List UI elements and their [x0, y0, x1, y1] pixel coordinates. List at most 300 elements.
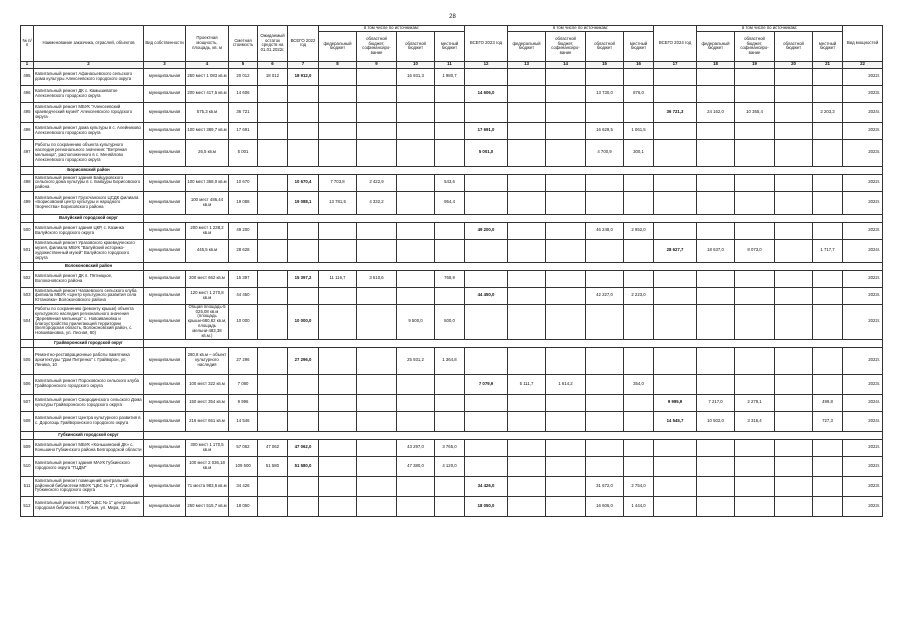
table-cell: 300,1 [624, 139, 654, 166]
table-cell: 499 [21, 191, 34, 214]
table-cell [624, 102, 654, 122]
table-cell: Капитальный ремонт МБУК «Коньшинский ДК» с. Коньшино Губкинского района Белгородской области [34, 439, 144, 456]
table-cell [319, 304, 357, 339]
table-cell: 24 162,0 [697, 102, 735, 122]
table-cell [654, 68, 697, 85]
table-cell [435, 85, 465, 102]
table-cell: 44 450,0 [465, 287, 508, 304]
table-cell [397, 270, 435, 287]
table-cell [465, 439, 508, 456]
table-cell: 3 510,6 [357, 270, 397, 287]
table-cell [546, 456, 586, 476]
table-cell: 100 мест 486,44 кв.м [186, 191, 229, 214]
table-cell: 47 380,0 [397, 456, 435, 476]
table-cell [319, 68, 357, 85]
table-cell [435, 287, 465, 304]
capital-repair-table [20, 25, 883, 517]
table-cell: 8 073,0 [735, 239, 775, 262]
col-local: местный бюджет [435, 31, 465, 61]
column-number: 17 [654, 61, 697, 68]
table-cell: муниципальная [144, 496, 186, 516]
table-cell: 100 мест 2 036,18 кв.м [186, 456, 229, 476]
table-cell: муниципальная [144, 174, 186, 191]
table-cell: Капитальный ремонт Чапаевского сельского клуба филиала МБУК «Центр культурного развития села Ютановка» Волоконовского района [34, 287, 144, 304]
table-cell [654, 270, 697, 287]
table-cell [697, 439, 735, 456]
table-row [21, 374, 883, 394]
table-cell [546, 411, 586, 431]
table-cell: 575,3 кв.м [186, 102, 229, 122]
table-cell: 31 672,0 [586, 476, 624, 496]
table-cell [654, 439, 697, 456]
column-number: 20 [775, 61, 813, 68]
table-cell [624, 439, 654, 456]
table-cell: муниципальная [144, 139, 186, 166]
table-cell [258, 239, 288, 262]
table-cell: 1 980,7 [435, 68, 465, 85]
table-cell: 2023г. [843, 222, 883, 239]
col-regional-cofin: областной бюджет, софинансиро-вание [357, 31, 397, 61]
table-cell [775, 139, 813, 166]
table-cell: 100 мест 322 кв.м [186, 374, 229, 394]
table-cell [624, 68, 654, 85]
table-cell [258, 287, 288, 304]
table-cell: 71 места 983,6 кв.м [186, 476, 229, 496]
table-cell: 495 [21, 102, 34, 122]
table-cell: 43 297,0 [397, 439, 435, 456]
table-cell [258, 174, 288, 191]
section-header-row [21, 262, 883, 270]
section-fill [144, 214, 883, 222]
table-cell [775, 85, 813, 102]
table-cell: Капитальный ремонт ДК с. Камышеватое Алексеевского городского округа [34, 85, 144, 102]
table-cell: 15 397,2 [288, 270, 319, 287]
col-federal: федеральный бюджет [508, 31, 546, 61]
table-cell: 27 296 [229, 347, 258, 374]
table-cell [697, 139, 735, 166]
table-cell [319, 85, 357, 102]
incl-2024: в том числе по источникам: [697, 26, 843, 32]
table-cell: 501 [21, 239, 34, 262]
table-cell [508, 102, 546, 122]
table-cell: 47 062 [258, 439, 288, 456]
table-cell [288, 139, 319, 166]
table-cell: 36 721 [229, 102, 258, 122]
table-cell [508, 85, 546, 102]
column-number-row [21, 61, 883, 68]
table-cell [775, 270, 813, 287]
table-cell [775, 347, 813, 374]
table-cell: 9 995,9 [654, 394, 697, 411]
table-cell: муниципальная [144, 122, 186, 139]
table-cell [435, 374, 465, 394]
table-cell: 543,6 [435, 174, 465, 191]
table-row [21, 139, 883, 166]
table-cell [357, 139, 397, 166]
table-cell [654, 191, 697, 214]
table-cell [288, 496, 319, 516]
table-cell [508, 191, 546, 214]
table-cell: 44 450 [229, 287, 258, 304]
incl-2023: в том числе по источникам: [508, 26, 654, 32]
table-cell: 27 296,0 [288, 347, 319, 374]
table-cell: Капитальный ремонт ДК п. Пятницкое, Волоконовского района [34, 270, 144, 287]
table-cell: 496 [21, 85, 34, 102]
col-ownership: Вид собственности [144, 26, 186, 62]
table-cell [546, 439, 586, 456]
table-row [21, 347, 883, 374]
table-cell: муниципальная [144, 476, 186, 496]
table-cell: 18 012 [258, 68, 288, 85]
table-cell: 2022г. [843, 68, 883, 85]
table-cell: 5 001 [229, 139, 258, 166]
table-cell [697, 304, 735, 339]
table-cell [397, 191, 435, 214]
table-cell: 250 мест 1 083 кв.м [186, 68, 229, 85]
section-header-row [21, 166, 883, 174]
table-cell: 512 [21, 496, 34, 516]
table-cell [508, 239, 546, 262]
table-cell: 19 088 [229, 191, 258, 214]
col-total-2024: ВСЕГО 2024 год [654, 26, 697, 62]
table-cell [319, 222, 357, 239]
table-cell: 508 [21, 411, 34, 431]
col-regional: областной бюджет [775, 31, 813, 61]
column-number: 14 [546, 61, 586, 68]
col-local: местный бюджет [813, 31, 843, 61]
table-cell [319, 102, 357, 122]
table-cell: 1 444,0 [624, 496, 654, 516]
table-cell [813, 496, 843, 516]
table-cell [735, 287, 775, 304]
table-cell: 2023г. [843, 496, 883, 516]
table-cell [258, 222, 288, 239]
table-cell: 34 426 [229, 476, 258, 496]
table-cell [435, 239, 465, 262]
table-cell [624, 304, 654, 339]
table-cell [624, 347, 654, 374]
table-cell: 727,3 [813, 411, 843, 431]
table-cell [735, 85, 775, 102]
table-cell [586, 270, 624, 287]
table-cell [258, 191, 288, 214]
column-number: 10 [397, 61, 435, 68]
table-cell [357, 239, 397, 262]
table-cell: 2022г. [843, 439, 883, 456]
table-cell: 10 000 [229, 304, 258, 339]
table-cell: 509 [21, 439, 34, 456]
table-row [21, 394, 883, 411]
table-cell [258, 270, 288, 287]
table-cell [357, 122, 397, 139]
table-cell [654, 496, 697, 516]
table-cell: 5 001,0 [465, 139, 508, 166]
table-cell: 13 781,5 [319, 191, 357, 214]
table-cell: 300 мест 1 170,5 кв.м [186, 439, 229, 456]
table-cell [546, 287, 586, 304]
table-cell: 2024г. [843, 102, 883, 122]
table-cell [586, 439, 624, 456]
table-cell [546, 347, 586, 374]
table-cell [586, 68, 624, 85]
table-cell [697, 122, 735, 139]
table-cell [624, 411, 654, 431]
column-number: 9 [357, 61, 397, 68]
section-fill [144, 166, 883, 174]
table-cell [357, 85, 397, 102]
table-cell: муниципальная [144, 456, 186, 476]
table-cell [697, 85, 735, 102]
table-cell [735, 496, 775, 516]
column-number: 11 [435, 61, 465, 68]
table-cell [357, 456, 397, 476]
table-cell: 34 426,0 [465, 476, 508, 496]
table-cell [586, 347, 624, 374]
table-cell [435, 411, 465, 431]
table-cell [586, 456, 624, 476]
table-cell [775, 122, 813, 139]
table-cell: 7 217,0 [697, 394, 735, 411]
table-cell [735, 270, 775, 287]
table-cell [397, 374, 435, 394]
column-number: 22 [843, 61, 883, 68]
table-cell [775, 287, 813, 304]
table-cell [357, 68, 397, 85]
table-cell [258, 139, 288, 166]
table-cell [775, 191, 813, 214]
table-cell [775, 394, 813, 411]
table-cell [813, 85, 843, 102]
table-cell [357, 374, 397, 394]
col-local: местный бюджет [624, 31, 654, 61]
table-cell: 2023г. [843, 476, 883, 496]
table-row [21, 411, 883, 431]
table-cell [586, 394, 624, 411]
table-cell [775, 174, 813, 191]
table-cell [357, 394, 397, 411]
table-cell [813, 374, 843, 394]
col-regional: областной бюджет [397, 31, 435, 61]
table-cell [508, 394, 546, 411]
table-cell [735, 476, 775, 496]
table-cell: муниципальная [144, 347, 186, 374]
table-cell [775, 68, 813, 85]
table-cell: муниципальная [144, 102, 186, 122]
table-cell: 2022г. [843, 270, 883, 287]
col-capacity: Проектная мощность, площадь, кв. м [186, 26, 229, 62]
table-cell [465, 174, 508, 191]
section-fill [144, 262, 883, 270]
table-cell: Общая площадь-5 025,08 кв.м (площадь крыши-680,82 кв.м, площадь мельни-483,38 кв.м.) [186, 304, 229, 339]
table-cell: Капитальный ремонт Пороховского сельского клуба Грайворонского городского округа [34, 374, 144, 394]
table-cell [546, 139, 586, 166]
table-cell: 498 [21, 174, 34, 191]
table-cell [397, 394, 435, 411]
table-cell [397, 496, 435, 516]
table-cell: 2023г. [843, 139, 883, 166]
table-cell: муниципальная [144, 270, 186, 287]
table-cell: 19 088,1 [288, 191, 319, 214]
table-cell [654, 304, 697, 339]
table-cell [508, 347, 546, 374]
table-cell: Работы по сохранению объекта культурного наследия регионального значения: "Ветряная мельница", расположенного в с. Меняйлово Алексеевского городского округа [34, 139, 144, 166]
col-name: Наименование заказчика, отраслей, объектов [34, 26, 144, 62]
table-cell: 49 200,0 [465, 222, 508, 239]
table-cell: 769,9 [435, 270, 465, 287]
table-cell: Капитальный ремонт Грузсчанского ЦСДК филиала «Борисовский центр культуры и народного творчества» Борисовского района [34, 191, 144, 214]
table-cell [586, 239, 624, 262]
table-cell [288, 122, 319, 139]
table-cell [288, 239, 319, 262]
table-cell [435, 496, 465, 516]
column-number: 8 [319, 61, 357, 68]
incl-2022: в том числе по источникам: [319, 26, 465, 32]
table-cell [735, 347, 775, 374]
table-cell: 2024г. [843, 411, 883, 431]
table-cell: 2023г. [843, 287, 883, 304]
table-cell [357, 287, 397, 304]
col-regional: областной бюджет [586, 31, 624, 61]
table-cell [357, 102, 397, 122]
table-cell: муниципальная [144, 374, 186, 394]
table-cell: 4 332,2 [357, 191, 397, 214]
table-cell [258, 122, 288, 139]
table-cell [813, 287, 843, 304]
column-number: 15 [586, 61, 624, 68]
table-cell: 2 422,9 [357, 174, 397, 191]
section-spacer [21, 431, 34, 439]
table-cell: 10 000,0 [288, 304, 319, 339]
table-cell: 57 062 [229, 439, 258, 456]
table-cell [586, 191, 624, 214]
table-cell [357, 476, 397, 496]
table-cell [546, 476, 586, 496]
column-number: 7 [288, 61, 319, 68]
table-cell: 4 120,0 [435, 456, 465, 476]
table-cell [735, 68, 775, 85]
table-cell: Капитальный ремонт здания Байцуровского сельского дома культуры в с. Байцуры Борисовского района [34, 174, 144, 191]
column-number: 13 [508, 61, 546, 68]
table-cell: 14 606 [229, 85, 258, 102]
table-cell: 13 730,0 [586, 85, 624, 102]
table-cell [775, 304, 813, 339]
table-cell: 2 279,1 [735, 394, 775, 411]
table-cell [435, 102, 465, 122]
section-spacer [21, 262, 34, 270]
table-cell: 16 931,3 [397, 68, 435, 85]
table-cell: 16 629,5 [586, 122, 624, 139]
table-cell: 2 754,0 [624, 476, 654, 496]
column-number: 4 [186, 61, 229, 68]
table-cell [813, 68, 843, 85]
table-cell: 2022г. [843, 456, 883, 476]
table-cell [319, 496, 357, 516]
table-cell: 250 мест 515,7 кв.м [186, 496, 229, 516]
table-row [21, 174, 883, 191]
table-cell: 354,0 [624, 374, 654, 394]
table-cell: 504 [21, 304, 34, 339]
table-cell: 3 765,0 [435, 439, 465, 456]
table-cell: 47 062,0 [288, 439, 319, 456]
table-cell [735, 191, 775, 214]
table-cell: 14 545,7 [654, 411, 697, 431]
table-cell [586, 411, 624, 431]
table-cell: 496 [21, 122, 34, 139]
table-cell [508, 122, 546, 139]
table-cell [654, 139, 697, 166]
table-cell [319, 456, 357, 476]
table-cell [397, 102, 435, 122]
table-cell [624, 394, 654, 411]
table-cell [697, 270, 735, 287]
table-cell: 507 [21, 394, 34, 411]
table-cell: 10 502,0 [697, 411, 735, 431]
table-cell [813, 191, 843, 214]
table-cell: 9 996 [229, 394, 258, 411]
table-cell [258, 411, 288, 431]
table-cell: 876,0 [624, 85, 654, 102]
table-cell: 100 мест 368,0 кв.м [186, 174, 229, 191]
table-cell [624, 239, 654, 262]
table-cell [319, 347, 357, 374]
table-cell [258, 85, 288, 102]
table-cell: 7 703,8 [319, 174, 357, 191]
table-cell: муниципальная [144, 85, 186, 102]
table-cell [397, 139, 435, 166]
table-cell: Капитальный ремонт МБУК "Алексеевский краеведческий музей" Алексеевского городского округа [34, 102, 144, 122]
table-cell [735, 122, 775, 139]
table-cell: 505 [21, 347, 34, 374]
table-cell [319, 411, 357, 431]
table-cell: 954,4 [435, 191, 465, 214]
table-cell [508, 411, 546, 431]
column-number: 1 [21, 61, 34, 68]
table-cell: 26,5 кв.м [186, 139, 229, 166]
table-cell: 28 628 [229, 239, 258, 262]
table-cell [508, 476, 546, 496]
table-cell [319, 374, 357, 394]
table-cell: муниципальная [144, 239, 186, 262]
table-cell: 2024г. [843, 239, 883, 262]
table-cell: 20 012 [229, 68, 258, 85]
table-cell [546, 68, 586, 85]
table-cell: 2023г. [843, 374, 883, 394]
table-body [21, 68, 883, 516]
table-cell [654, 122, 697, 139]
col-federal: федеральный бюджет [697, 31, 735, 61]
section-title: Борисовский район [34, 166, 144, 174]
table-cell [813, 456, 843, 476]
table-cell [813, 222, 843, 239]
table-cell [735, 222, 775, 239]
table-cell [775, 439, 813, 456]
table-cell: 1 061,5 [624, 122, 654, 139]
column-number: 16 [624, 61, 654, 68]
table-cell [319, 439, 357, 456]
table-cell [465, 304, 508, 339]
table-cell: 9 500,0 [397, 304, 435, 339]
table-cell [397, 411, 435, 431]
table-row [21, 222, 883, 239]
table-row [21, 287, 883, 304]
table-cell: 120 мест 1 270,8 кв.м [186, 287, 229, 304]
table-cell [546, 304, 586, 339]
table-cell [775, 496, 813, 516]
table-cell [508, 139, 546, 166]
table-cell [508, 304, 546, 339]
col-type: Вид мощностей [843, 26, 883, 62]
table-cell [546, 496, 586, 516]
